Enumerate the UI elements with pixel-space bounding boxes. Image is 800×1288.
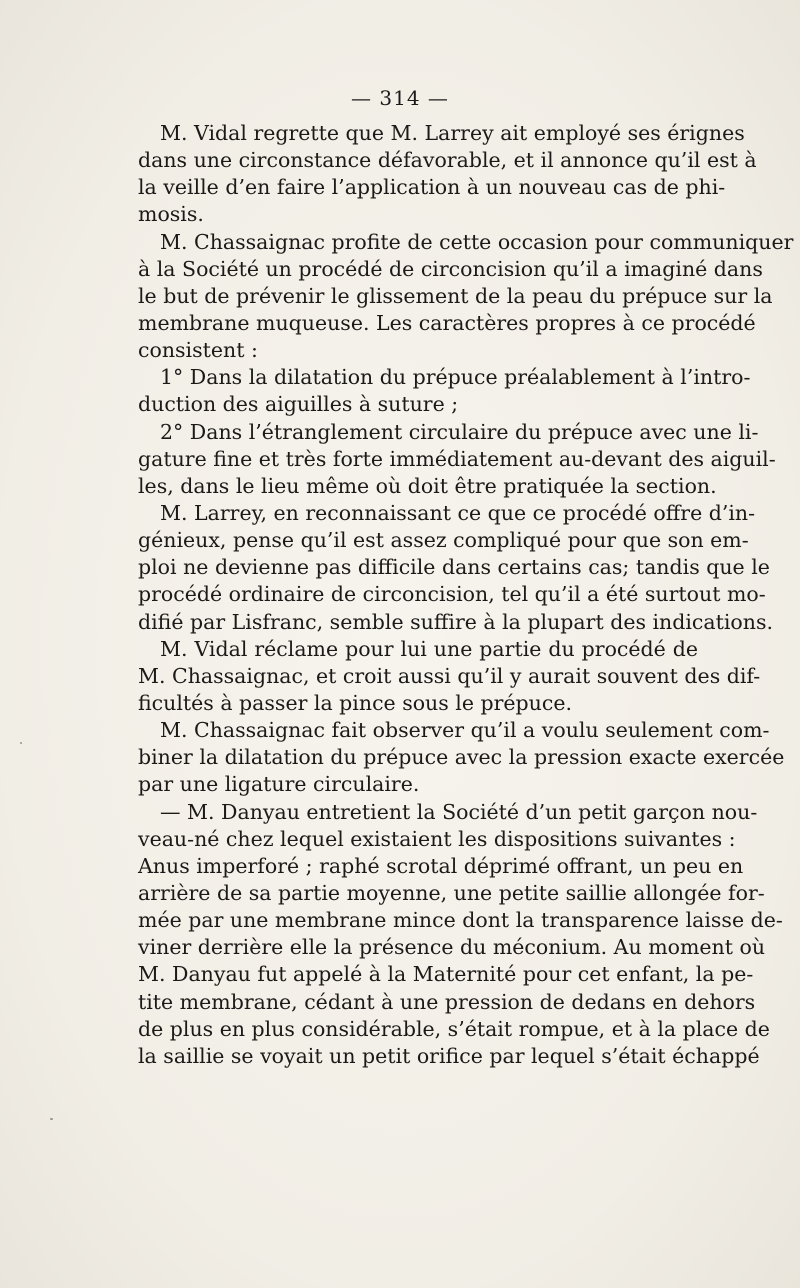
- text-line: mosis.: [138, 202, 204, 227]
- text-line: duction des aiguilles à suture ;: [138, 392, 459, 417]
- text-line: tite membrane, cédant à une pression de dedans en dehors: [138, 989, 756, 1014]
- text-line: M. Chassaignac profite de cette occasion pour communiquer: [160, 229, 794, 254]
- text-line: les, dans le lieu même où doit être pratiquée la section.: [138, 473, 717, 498]
- text-line: ploi ne devienne pas difficile dans certains cas; tandis que le: [138, 555, 770, 580]
- text-line: M. Chassaignac fait observer qu’il a voulu seulement com-: [160, 718, 770, 743]
- text-line: 2° Dans l’étranglement circulaire du prépuce avec une li-: [160, 419, 759, 444]
- text-line: M. Vidal réclame pour lui une partie du procédé de: [160, 636, 698, 661]
- text-line: par une ligature circulaire.: [138, 772, 420, 797]
- text-line: 1° Dans la dilatation du prépuce préalablement à l’intro-: [160, 365, 751, 390]
- body-text: [138, 120, 794, 1070]
- text-line: à la Société un procédé de circoncision qu’il a imaginé dans: [138, 256, 763, 281]
- text-line: la saillie se voyait un petit orifice par lequel s’était échappé: [138, 1043, 760, 1068]
- text-line: M. Vidal regrette que M. Larrey ait employé ses érignes: [160, 121, 745, 145]
- text-line: viner derrière elle la présence du méconium. Au moment où: [138, 935, 766, 960]
- page-number: — 314 —: [351, 86, 449, 110]
- text-line: ficultés à passer la pince sous le prépuce.: [138, 690, 573, 715]
- text-line: procédé ordinaire de circoncision, tel qu’il a été surtout mo-: [138, 582, 766, 607]
- text-line: M. Danyau fut appelé à la Maternité pour cet enfant, la pe-: [138, 962, 754, 987]
- text-line: dans une circonstance défavorable, et il annonce qu’il est à: [138, 148, 757, 173]
- text-line: arrière de sa partie moyenne, une petite saillie allongée for-: [138, 880, 765, 905]
- text-line: mée par une membrane mince dont la transparence laisse de-: [138, 908, 783, 933]
- text-line: M. Larrey, en reconnaissant ce que ce procédé offre d’in-: [160, 500, 756, 525]
- text-line: la veille d’en faire l’application à un nouveau cas de phi-: [138, 175, 726, 200]
- text-line: génieux, pense qu’il est assez compliqué pour que son em-: [138, 528, 749, 553]
- text-line: difié par Lisfranc, semble suffire à la plupart des indications.: [138, 609, 774, 634]
- scan-speck: [20, 742, 22, 744]
- text-line: de plus en plus considérable, s’était rompue, et à la place de: [138, 1016, 770, 1041]
- text-line: gature fine et très forte immédiatement au-devant des aiguil-: [138, 446, 776, 471]
- text-line: membrane muqueuse. Les caractères propres à ce procédé: [138, 310, 756, 335]
- text-line: Anus imperforé ; raphé scrotal déprimé offrant, un peu en: [138, 853, 744, 878]
- text-line: veau-né chez lequel existaient les dispositions suivantes :: [138, 826, 736, 851]
- text-line: biner la dilatation du prépuce avec la pression exacte exercée: [138, 745, 785, 770]
- text-line: le but de prévenir le glissement de la peau du prépuce sur la: [138, 283, 773, 308]
- text-line: consistent :: [138, 338, 258, 363]
- scan-speck: [50, 1118, 53, 1120]
- text-line: M. Chassaignac, et croit aussi qu’il y aurait souvent des dif-: [138, 663, 761, 688]
- text-line: — M. Danyau entretient la Société d’un petit garçon nou-: [160, 799, 758, 824]
